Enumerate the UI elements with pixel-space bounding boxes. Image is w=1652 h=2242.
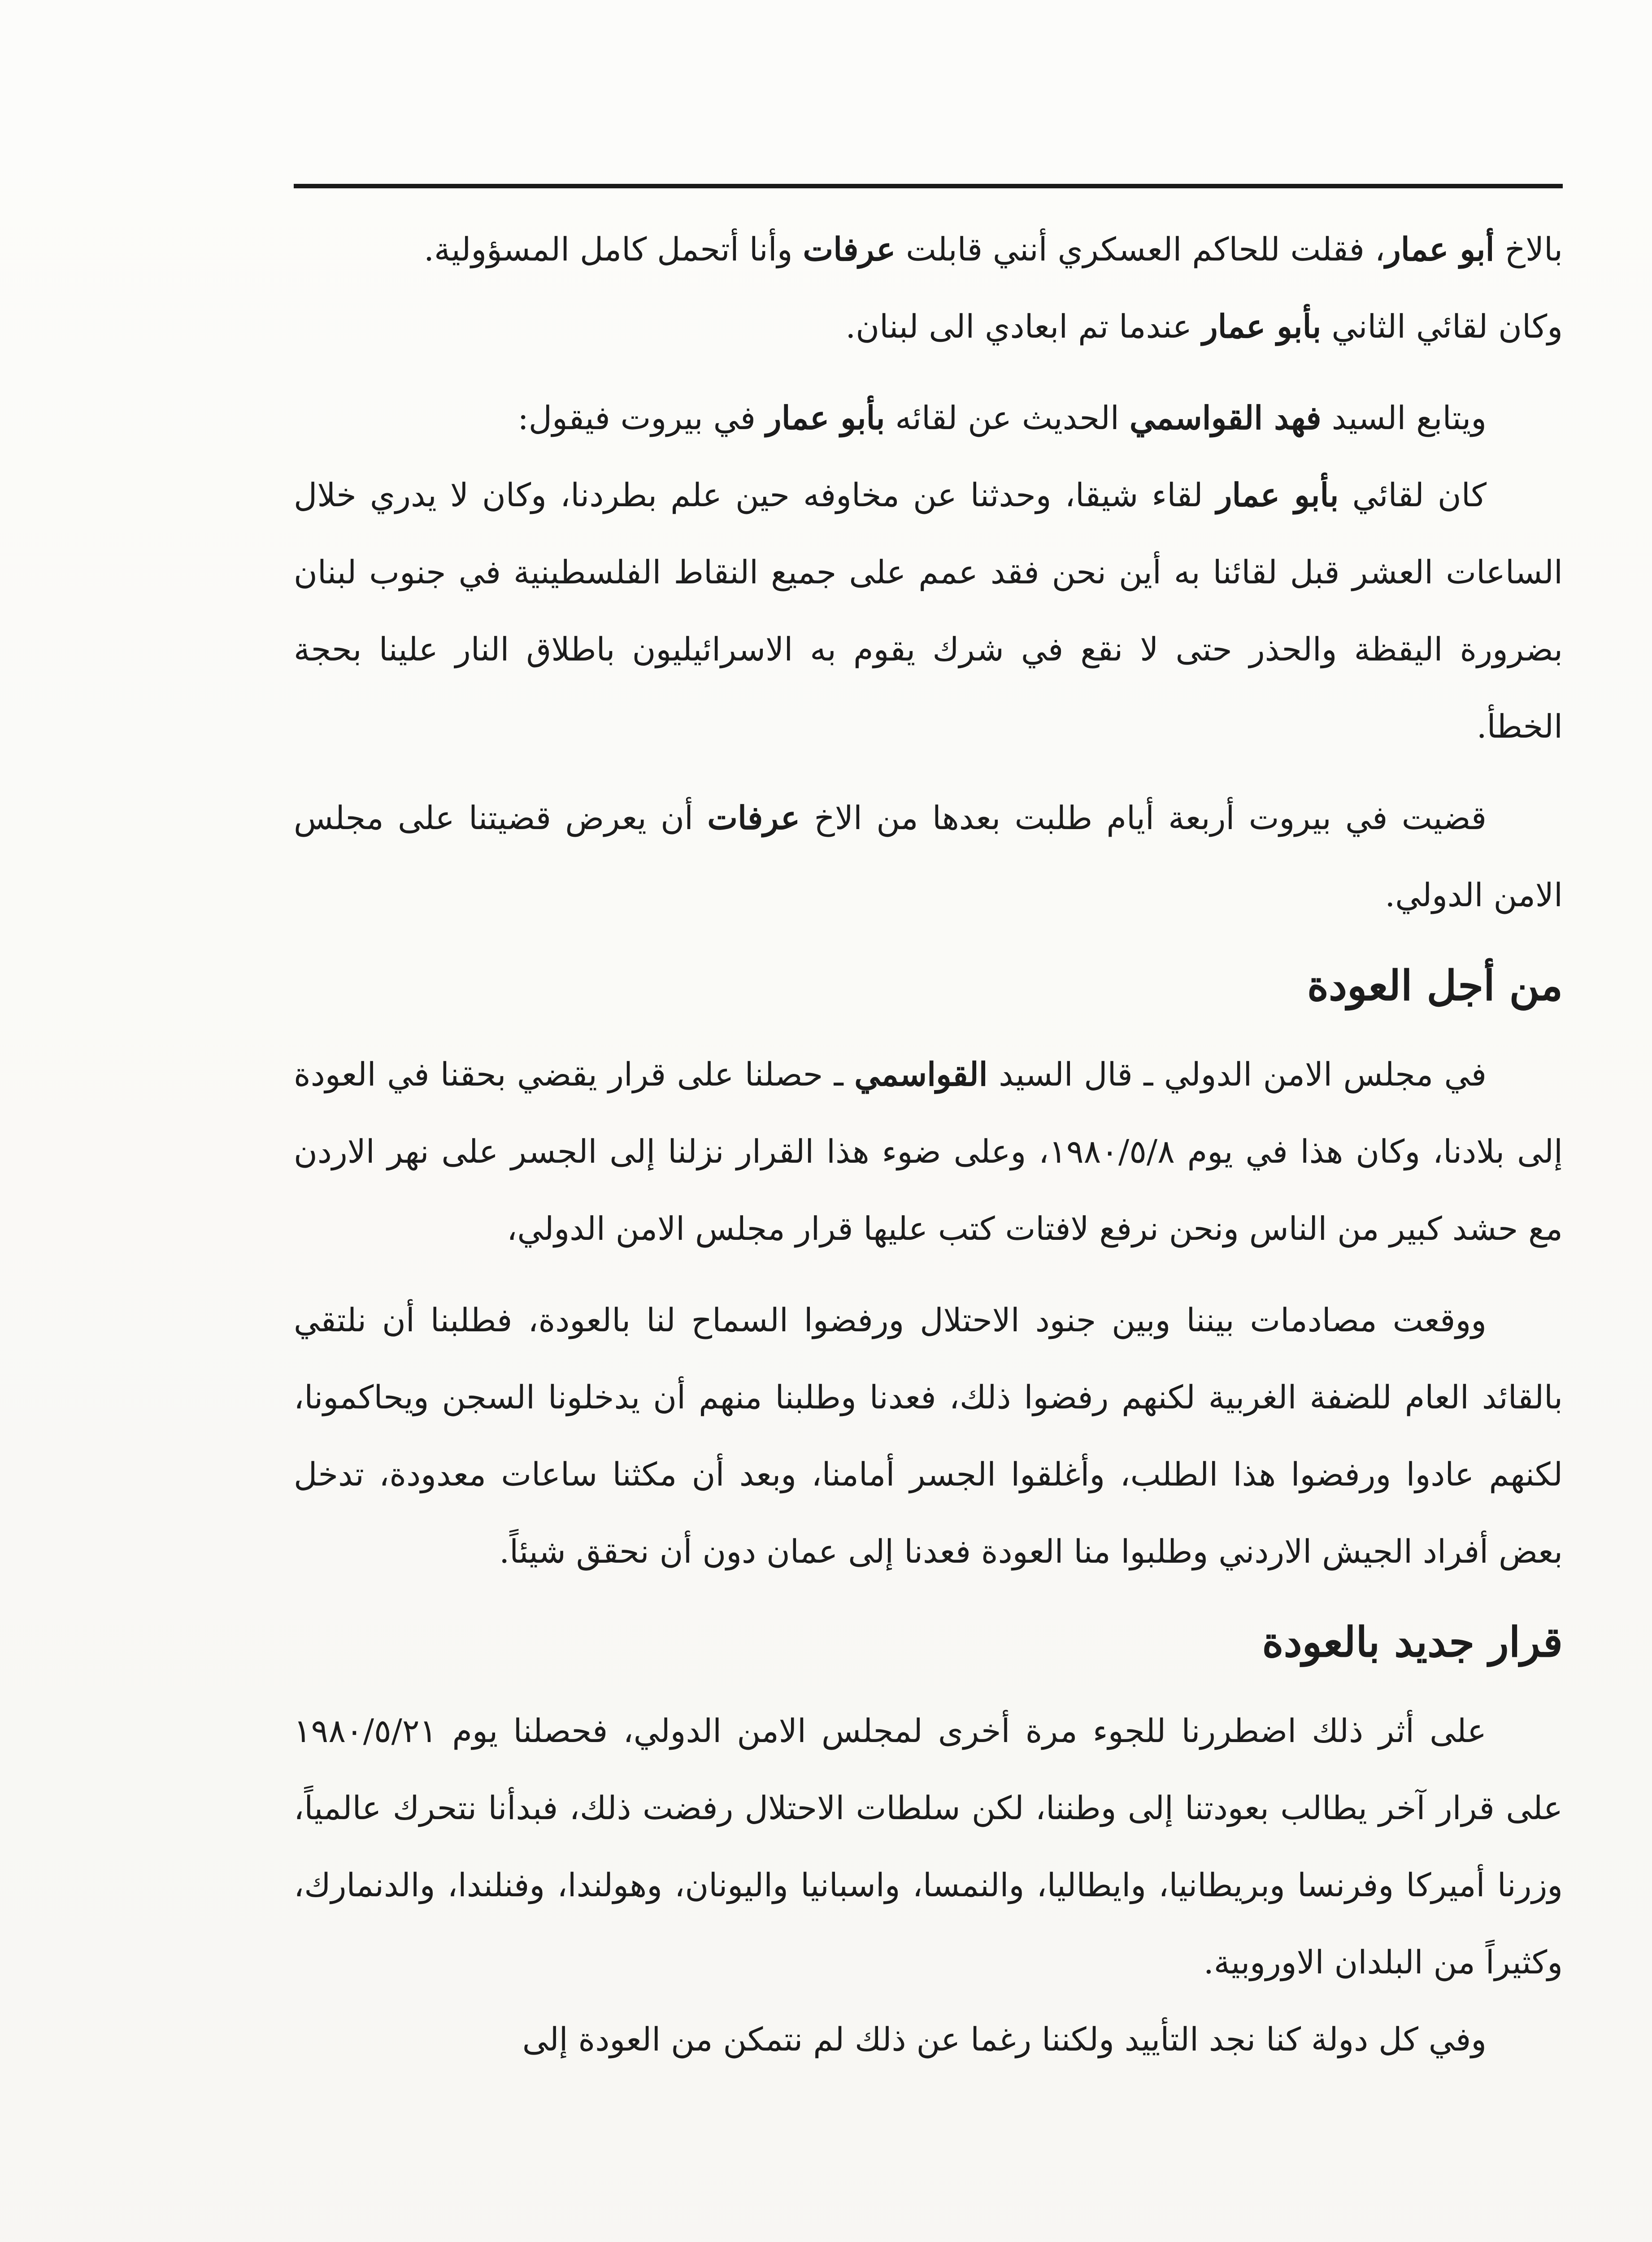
text-run: عندما تم ابعادي الى لبنان. — [845, 308, 1202, 345]
text-run: وكان لقائي الثاني — [1321, 308, 1563, 345]
text-run: الحديث عن لقائه — [885, 399, 1130, 437]
bold-name: القواسمي — [854, 1055, 988, 1093]
text-run: كان لقائي — [1339, 476, 1487, 514]
bold-name: عرفات — [803, 230, 896, 268]
text-run: بالاخ — [1494, 230, 1563, 268]
section1-paragraph-2 — [294, 1282, 1563, 1590]
top-rule — [294, 184, 1563, 188]
paragraph-1 — [294, 211, 1563, 288]
section-heading-new-resolution: قرار جديد بالعودة — [1262, 1618, 1563, 1666]
paragraph-4 — [294, 456, 1563, 765]
bold-name: بأبو عمار — [1202, 307, 1322, 345]
section1-paragraph-1 — [294, 1036, 1563, 1267]
text-run: وفي كل دولة كنا نجد التأييد ولكننا رغما عن ذلك لم نتمكن من العودة إلى — [522, 2020, 1487, 2058]
text-run: أن يعرض قضيتنا على مجلس الامن الدولي. — [294, 799, 1563, 914]
section-heading-return: من أجل العودة — [1307, 961, 1563, 1010]
text-run: ، فقلت للحاكم العسكري أنني قابلت — [896, 230, 1385, 268]
bold-name: بأبو عمار — [765, 399, 885, 437]
text-run: ووقعت مصادمات بيننا وبين جنود الاحتلال ورفضوا السماح لنا بالعودة، فطلبنا أن نلتقي بالقائد العام للضفة الغربية لكنهم رفضوا ذلك، فعدنا وطلبنا منهم أن يدخلونا السجن ويحاكمونا، لكنهم عادوا ورفضوا هذا الطلب، وأغلقوا الجسر أمامنا، وبعد أن مكثنا ساعات معدودة، تدخل بعض أفراد الجيش الاردني وطلبوا منا العودة فعدنا إلى عمان دون أن نحقق شيئاً. — [294, 1301, 1563, 1570]
paragraph-2 — [294, 288, 1563, 365]
section2-paragraph-1 — [294, 1692, 1563, 2001]
text-run: ويتابع السيد — [1321, 399, 1487, 437]
text-run: لقاء شيقا، وحدثنا عن مخاوفه حين علم بطردنا، وكان لا يدري خلال الساعات العشر قبل لقائنا به أين نحن فقد عمم على جميع النقاط الفلسطينية في جنوب لبنان بضرورة اليقظة والحذر حتى لا نقع في شرك يقوم به الاسرائيليون باطلاق النار علينا بحجة الخطأ. — [294, 476, 1563, 745]
section2-paragraph-2 — [294, 2001, 1563, 2078]
text-run: في مجلس الامن الدولي ـ قال السيد — [987, 1056, 1487, 1093]
text-run: على أثر ذلك اضطررنا للجوء مرة أخرى لمجلس الامن الدولي، فحصلنا يوم ١٩٨٠/٥/٢١ على قرار آخر يطالب بعودتنا إلى وطننا، لكن سلطات الاحتلال رفضت ذلك، فبدأنا نتحرك عالمياً، وزرنا أميركا وفرنسا وبريطانيا، وايطاليا، والنمسا، واسبانيا واليونان، وهولندا، وفنلندا، والدنمارك، وكثيراً من البلدان الاوروبية. — [294, 1712, 1563, 1981]
bold-name: أبو عمار — [1385, 230, 1495, 268]
text-run: في بيروت فيقول: — [517, 399, 766, 437]
page-content — [294, 211, 1563, 2078]
text-run: ـ حصلنا على قرار يقضي بحقنا في العودة إلى بلادنا، وكان هذا في يوم ١٩٨٠/٥/٨، وعلى ضوء هذا القرار نزلنا إلى الجسر على نهر الاردن مع حشد كبير من الناس ونحن نرفع لافتات كتب عليها قرار مجلس الامن الدولي، — [294, 1056, 1563, 1247]
paragraph-3 — [294, 379, 1563, 456]
bold-name: عرفات — [707, 799, 800, 837]
bold-name: فهد القواسمي — [1129, 399, 1322, 437]
paragraph-5 — [294, 779, 1563, 934]
text-run: قضيت في بيروت أربعة أيام طلبت بعدها من الاخ — [800, 799, 1487, 837]
bold-name: بأبو عمار — [1216, 476, 1339, 514]
text-run: وأنا أتحمل كامل المسؤولية. — [424, 230, 803, 268]
